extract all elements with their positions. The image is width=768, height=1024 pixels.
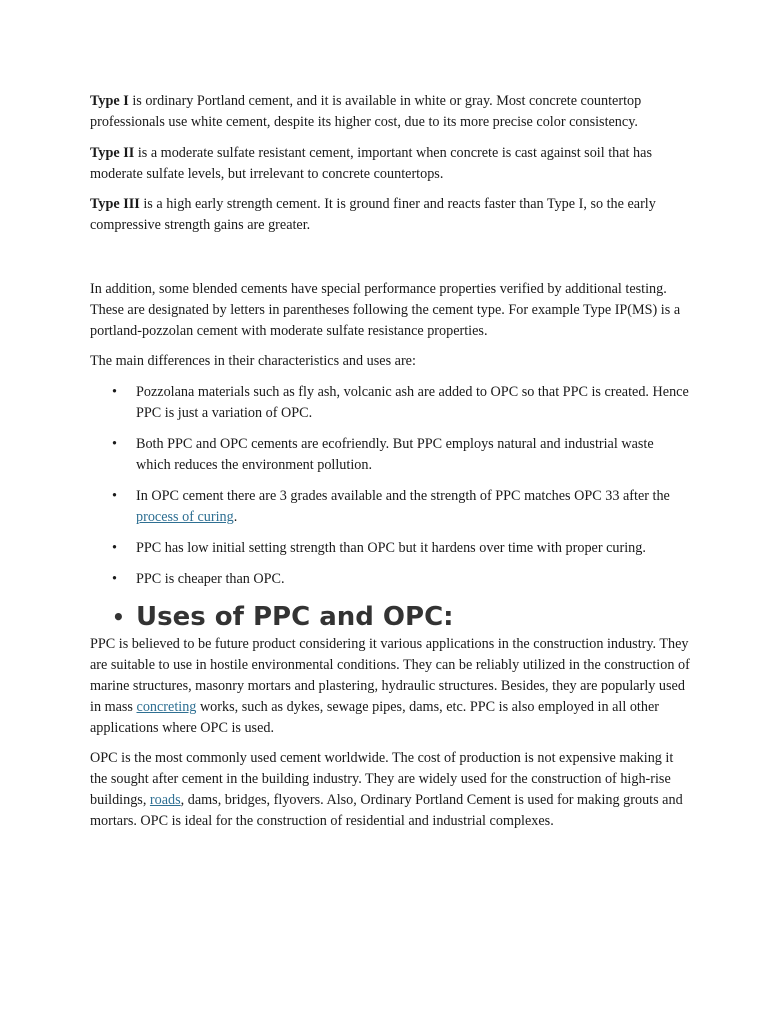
- opc-uses-text: OPC is the most commonly used cement worldwide. The cost of production is not expensive making it the sought after cement in the building industry. They are widely used for the construction of high-rise buildings,: [90, 750, 674, 808]
- section-spacer: [90, 246, 690, 279]
- blended-section: [90, 279, 690, 373]
- list-item-text: PPC has low initial setting strength than OPC but it hardens over time with proper curing.: [136, 539, 646, 556]
- ppc-uses-text-end: works, such as dykes, sewage pipes, dams, etc. PPC is also employed in all other applications where OPC is used.: [90, 698, 659, 736]
- list-item: [90, 538, 690, 559]
- type-2-label: Type II: [90, 144, 135, 161]
- ppc-uses-text: PPC is believed to be future product considering it various applications in the construction industry. They are suitable to use in hostile environmental conditions. They can be reliably utilized in the construction of marine structures, masonry mortars and plastering, hydraulic structures. Besides, they are popularly used in mass: [90, 635, 690, 715]
- list-item-text: PPC is cheaper than OPC.: [136, 570, 285, 587]
- list-item-text: Both PPC and OPC cements are ecofriendly. But PPC employs natural and industrial waste which reduces the environment pollution.: [136, 435, 654, 473]
- type-2-text: is a moderate sulfate resistant cement, important when concrete is cast against soil that has moderate sulfate levels, but irrelevant to concrete countertops.: [90, 144, 652, 182]
- blended-cements-paragraph: In addition, some blended cements have special performance properties verified by additional testing. These are designated by letters in parentheses following the cement type. For example Type IP(MS) is a portland-pozzolan cement with moderate sulfate resistance properties.: [90, 280, 681, 339]
- type-1-label: Type I: [90, 93, 129, 109]
- bullet-icon: •: [112, 383, 117, 400]
- type-1-paragraph: [90, 91, 690, 133]
- differences-intro: The main differences in their characteristics and uses are:: [90, 353, 416, 369]
- type-3-label: Type III: [90, 196, 140, 212]
- list-item: [90, 382, 690, 424]
- opc-uses-text-end: , dams, bridges, flyovers. Also, Ordinary Portland Cement is used for making grouts and mortars. OPC is ideal for the construction of residential and industrial complexes.: [90, 792, 683, 829]
- type-1-text: is ordinary Portland cement, and it is available in white or gray. Most concrete countertop professionals use white cement, despite its higher cost, due to its more precise color consistency.: [90, 93, 642, 130]
- type-3-text: is a high early strength cement. It is ground finer and reacts faster than Type I, so the early compressive strength gains are greater.: [90, 196, 656, 233]
- concreting-link[interactable]: concreting: [136, 698, 197, 715]
- uses-heading-text: Uses of PPC and OPC:: [136, 601, 454, 632]
- roads-link[interactable]: roads: [149, 792, 181, 808]
- list-item-text-end: .: [233, 508, 238, 525]
- list-item-text: Pozzolana materials such as fly ash, volcanic ash are added to OPC so that PPC is created. Hence PPC is just a variation of OPC.: [136, 383, 689, 421]
- ppc-uses-paragraph: [90, 634, 690, 739]
- differences-list: [90, 382, 690, 590]
- document-content: [90, 91, 690, 842]
- type-3-paragraph: [90, 194, 690, 236]
- list-item: [90, 434, 690, 476]
- uses-section: [90, 634, 690, 833]
- cement-types-section: [90, 91, 690, 236]
- process-of-curing-link[interactable]: process of curing: [136, 508, 234, 525]
- bullet-icon: •: [112, 604, 125, 629]
- list-item: [90, 486, 690, 528]
- list-item-text: In OPC cement there are 3 grades available and the strength of PPC matches OPC 33 after the: [136, 487, 670, 504]
- bullet-icon: •: [112, 539, 117, 556]
- opc-uses-paragraph: [90, 748, 690, 832]
- bullet-icon: •: [112, 487, 117, 504]
- bullet-icon: •: [112, 435, 117, 452]
- uses-heading: [90, 600, 690, 634]
- list-item: [90, 569, 690, 590]
- bullet-icon: •: [112, 570, 117, 587]
- type-2-paragraph: [90, 143, 690, 185]
